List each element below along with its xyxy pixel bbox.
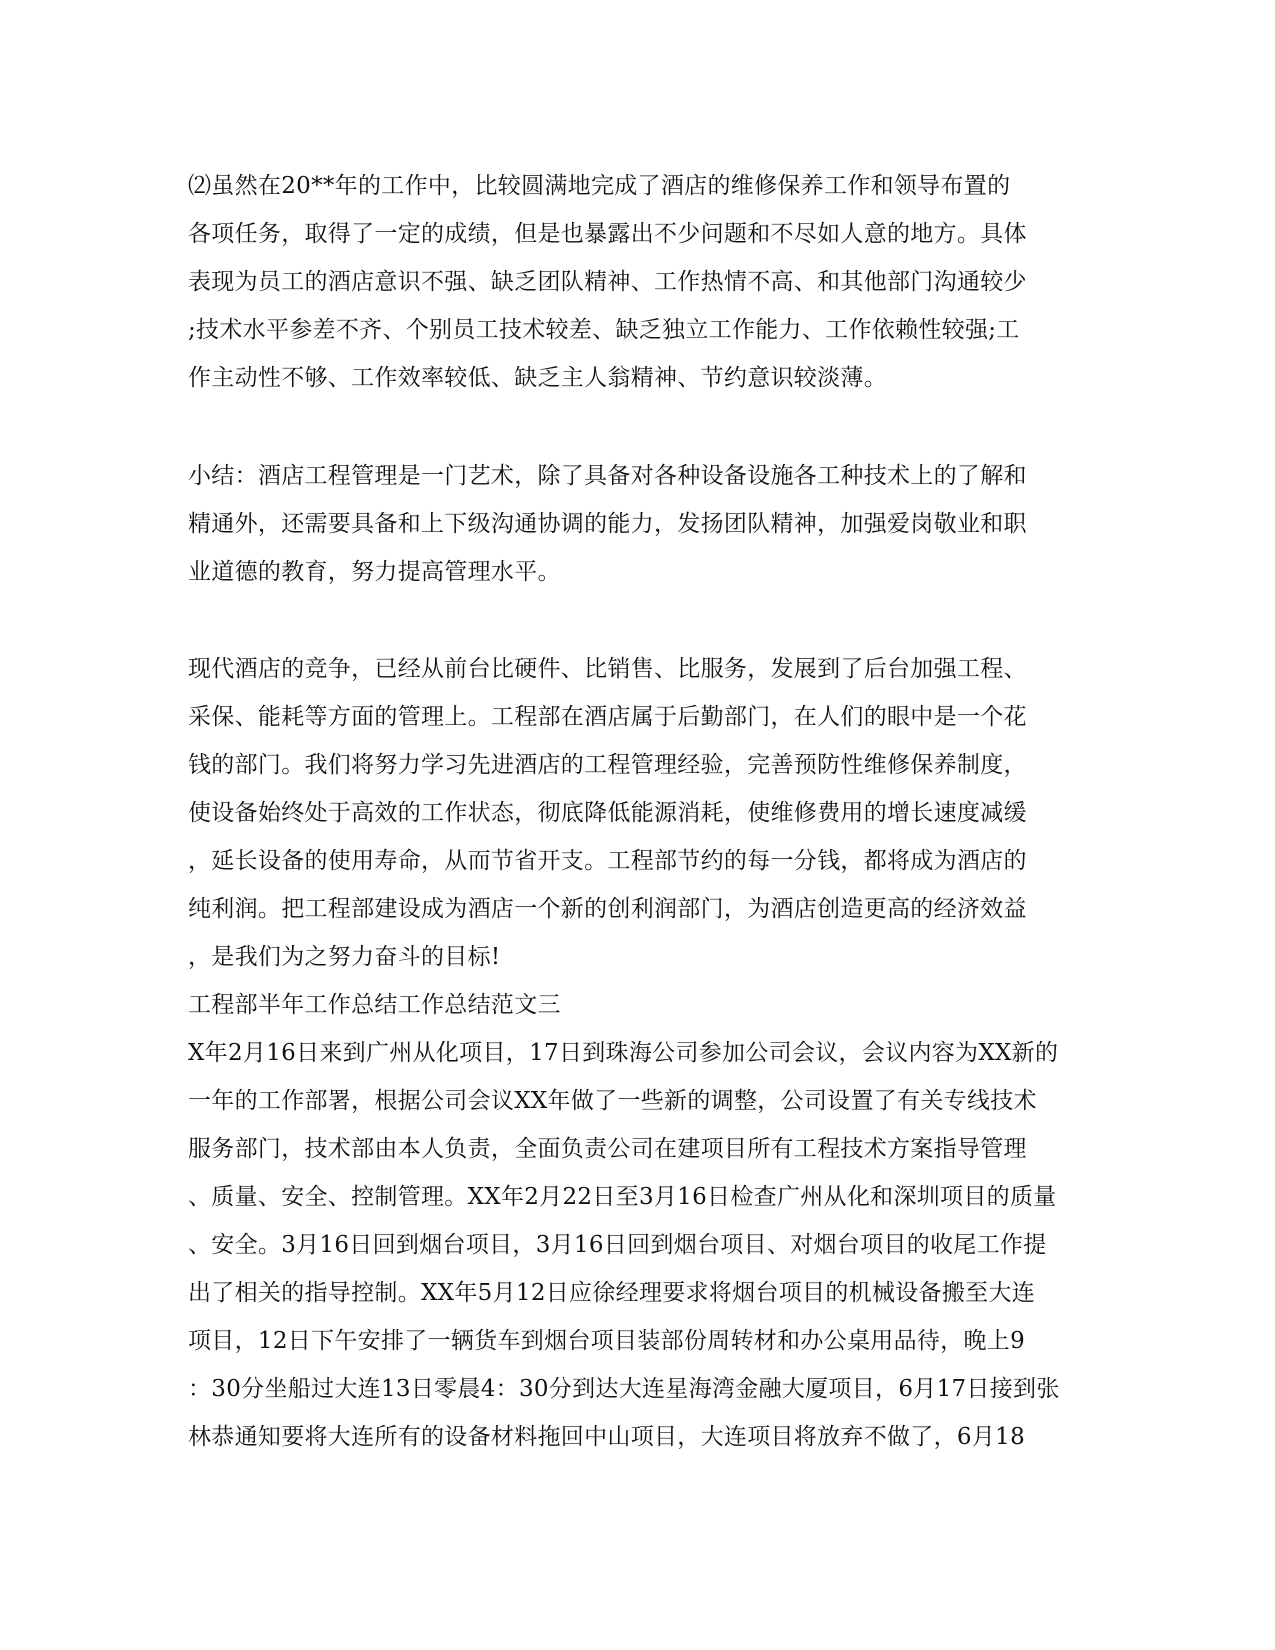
text-line: ：30分坐船过大连13日零晨4：30分到达大连星海湾金融大厦项目，6月17日接到张 — [188, 1376, 1060, 1402]
text-line: 纯利润。把工程部建设成为酒店一个新的创利润部门，为酒店创造更高的经济效益 — [188, 896, 1027, 922]
text-line: 服务部门，技术部由本人负责，全面负责公司在建项目所有工程技术方案指导管理 — [188, 1136, 1027, 1162]
paragraph-summary — [188, 452, 1088, 596]
text-line: ⑵虽然在20**年的工作中，比较圆满地完成了酒店的维修保养工作和领导布置的 — [188, 173, 1011, 199]
section-heading: 工程部半年工作总结工作总结范文三 — [188, 992, 561, 1018]
text-line: 出了相关的指导控制。XX年5月12日应徐经理要求将烟台项目的机械设备搬至大连 — [188, 1280, 1036, 1306]
text-line: 精通外，还需要具备和上下级沟通协调的能力，发扬团队精神，加强爱岗敬业和职 — [188, 511, 1027, 537]
text-line: 使设备始终处于高效的工作状态，彻底降低能源消耗，使维修费用的增长速度减缓 — [188, 800, 1027, 826]
text-line: ，是我们为之努力奋斗的目标! — [188, 944, 501, 970]
text-line: X年2月16日来到广州从化项目，17日到珠海公司参加公司会议，会议内容为XX新的 — [188, 1040, 1059, 1066]
text-line: 小结：酒店工程管理是一门艺术，除了具备对各种设备设施各工种技术上的了解和 — [188, 463, 1027, 489]
text-line: 各项任务，取得了一定的成绩，但是也暴露出不少问题和不尽如人意的地方。具体 — [188, 221, 1027, 247]
text-line: 现代酒店的竞争，已经从前台比硬件、比销售、比服务，发展到了后台加强工程、 — [188, 656, 1027, 682]
text-line: 采保、能耗等方面的管理上。工程部在酒店属于后勤部门，在人们的眼中是一个花 — [188, 704, 1027, 730]
text-line: 项目，12日下午安排了一辆货车到烟台项目装部份周转材和办公桌用品待，晚上9 — [188, 1328, 1025, 1354]
text-line: 、安全。3月16日回到烟台项目，3月16日回到烟台项目、对烟台项目的收尾工作提 — [188, 1232, 1047, 1258]
text-line: 一年的工作部署，根据公司会议XX年做了一些新的调整，公司设置了有关专线技术 — [188, 1088, 1037, 1114]
text-line: 表现为员工的酒店意识不强、缺乏团队精神、工作热情不高、和其他部门沟通较少 — [188, 269, 1027, 295]
text-line: ，延长设备的使用寿命，从而节省开支。工程部节约的每一分钱，都将成为酒店的 — [188, 848, 1027, 874]
paragraph-work-problems — [188, 162, 1088, 402]
text-line: 林恭通知要将大连所有的设备材料拖回中山项目，大连项目将放弃不做了，6月18 — [188, 1424, 1025, 1450]
text-line: ;技术水平参差不齐、个别员工技术较差、缺乏独立工作能力、工作依赖性较强;工 — [188, 317, 1020, 343]
text-line: 作主动性不够、工作效率较低、缺乏主人翁精神、节约意识较淡薄。 — [188, 365, 887, 391]
text-line: 业道德的教育，努力提高管理水平。 — [188, 559, 561, 585]
text-line: 、质量、安全、控制管理。XX年2月22日至3月16日检查广州从化和深圳项目的质量 — [188, 1184, 1057, 1210]
text-line: 钱的部门。我们将努力学习先进酒店的工程管理经验，完善预防性维修保养制度， — [188, 752, 1027, 778]
paragraph-modern-hotel — [188, 645, 1088, 1461]
